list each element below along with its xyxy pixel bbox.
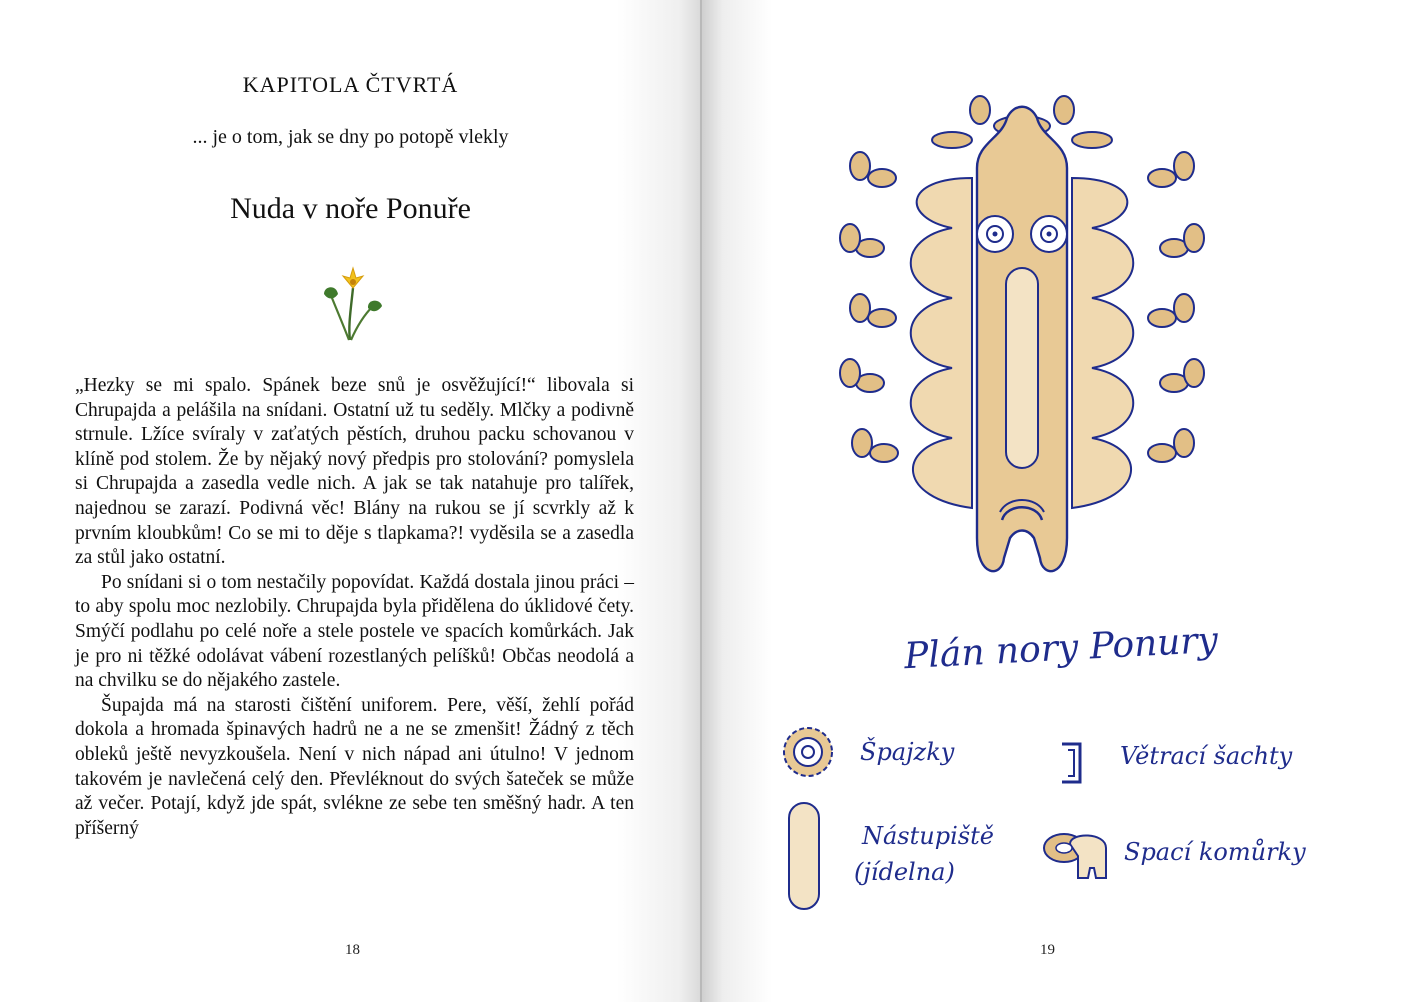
page-number: 19 <box>1040 942 1055 958</box>
platform-icon <box>786 800 822 912</box>
legend-label-platform: Nástupiště <box>862 822 994 850</box>
plan-title: Plán nory Ponury <box>903 619 1219 678</box>
chapter-heading: KAPITOLA ČTVRTÁ <box>242 72 459 97</box>
vent-shaft-icon <box>1058 740 1086 786</box>
paragraph: Šupajda má na starosti čištění uniforem. Pere, věší, žehlí pořád dokola a hromada špinavých hadrů ne a ne se zmenšit! Žádný z těch obleků ještě nevyzkoušela. Není v nich nápad ani útulno! V jednom takovém je navlečená celý den. Převléknout do svých šateček se může až večer. Potají, když jde spát, svlékne ze sebe ten směšný hadr. A ten příšerný <box>75 694 634 839</box>
legend-label-pantry: Špajzky <box>860 738 955 766</box>
pantry-icon <box>780 724 836 780</box>
paragraph: „Hezky se mi spalo. Spánek beze snů je osvěžující!“ libovala si Chrupajda a pelášila na snídani. Ostatní už tu seděly. Mlčky a podivně strnule. Lžíce svíraly v zaťatých pěstích, druhou packu schovanou v klíně pod stolem. Že by nějaký nový předpis pro stolování? pomyslela si Chrupajda a zasedla vedle nich. A jak se tak natahuje pro talířek, najednou se zarazí. Podivná věc! Blány na rukou se jí scvrkly až k prvním kloubkům! Co se mi to děje s tlapkama?! vyděsila se a zasedla za stůl jako ostatní. <box>75 375 634 569</box>
legend-label-vent-shaft: Větrací šachty <box>1120 742 1293 770</box>
marsh-marigold-icon <box>318 258 388 348</box>
chapter-text <box>75 374 634 841</box>
sleeping-chamber-icon <box>1040 826 1112 884</box>
legend-label-sleeping-chamber: Spací komůrky <box>1124 838 1306 866</box>
burrow-creature-illustration <box>802 88 1242 588</box>
legend-label-platform-note: (jídelna) <box>854 858 955 886</box>
right-page <box>702 0 1403 1002</box>
page-number: 18 <box>345 942 360 958</box>
left-page <box>0 0 701 1002</box>
chapter-subtitle: ... je o tom, jak se dny po potopě vlekly <box>192 126 509 148</box>
paragraph: Po snídani si o tom nestačily popovídat. Každá dostala jinou práci – to aby spolu moc nezlobily. Chrupajda byla přidělena do úklidové čety. Smýčí podlahu po celé noře a stele postele ve spacích komůrkách. Jak je pro ni těžké odolávat vábení rozestlaných pelíšků! Občas neodolá a na chvilku se do nějakého zastele. <box>75 571 634 692</box>
chapter-title: Nuda v noře Ponuře <box>230 192 471 225</box>
